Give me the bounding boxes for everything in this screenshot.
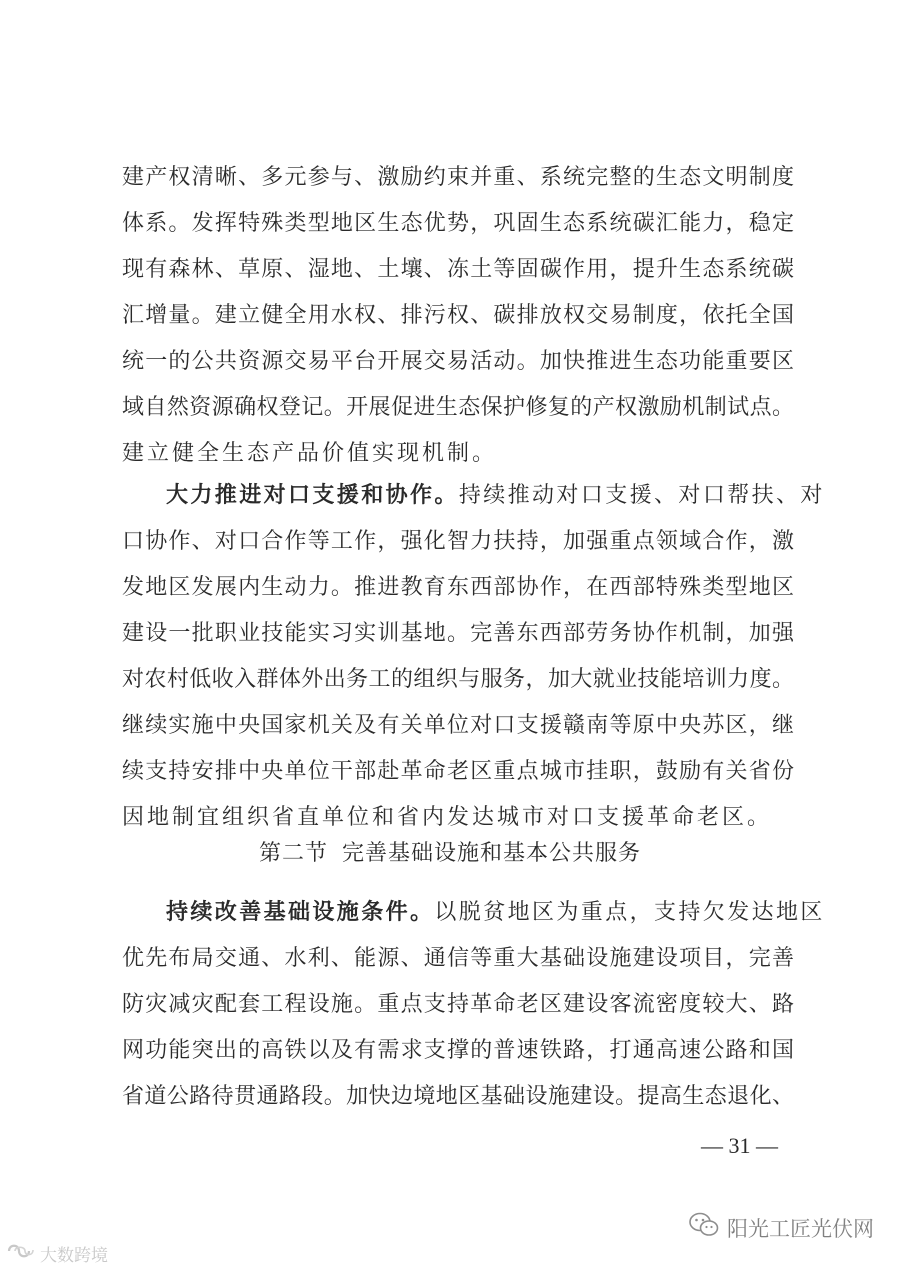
brand-logo-icon xyxy=(6,1241,36,1266)
page-number: — 31 — xyxy=(701,1133,778,1158)
watermark-left-text: 大数跨境 xyxy=(40,1246,108,1266)
text-line: 建立健全生态产品价值实现机制。 xyxy=(122,441,498,466)
paragraph-lead: 持续改善基础设施条件。 xyxy=(166,900,435,925)
text-line: 继续实施中央国家机关及有关单位对口支援赣南等原中央苏区，继 xyxy=(122,713,794,738)
section-heading xyxy=(0,836,900,867)
text-line: 对农村低收入群体外出务工的组织与服务，加大就业技能培训力度。 xyxy=(122,667,794,692)
section-number: 第二节 xyxy=(258,841,328,866)
watermark-right-text: 阳光工匠光伏网 xyxy=(727,1216,874,1241)
text-line: 建设一批职业技能实习实训基地。完善东西部劳务协作机制，加强 xyxy=(122,621,794,646)
section-title: 完善基础设施和基本公共服务 xyxy=(342,841,642,866)
text-line: 体系。发挥特殊类型地区生态优势，巩固生态系统碳汇能力，稳定 xyxy=(122,211,794,236)
text-line: 省道公路待贯通路段。加快边境地区基础设施建设。提高生态退化、 xyxy=(122,1084,794,1109)
text-line: 续支持安排中央单位干部赴革命老区重点城市挂职，鼓励有关省份 xyxy=(122,759,794,784)
text-line: 口协作、对口合作等工作，强化智力扶持，加强重点领域合作，激 xyxy=(122,529,794,554)
paragraph-first-line-rest: 持续推动对口支援、对口帮扶、对 xyxy=(458,483,825,508)
paragraph-lead: 大力推进对口支援和协作。 xyxy=(166,483,459,508)
text-line: 域自然资源确权登记。开展促进生态保护修复的产权激励机制试点。 xyxy=(122,395,794,420)
paragraph-first-line-rest: 以脱贫地区为重点，支持欠发达地区 xyxy=(434,900,825,925)
paragraph-2 xyxy=(122,473,825,841)
text-line: 统一的公共资源交易平台开展交易活动。加快推进生态功能重要区 xyxy=(122,349,794,374)
text-line-first xyxy=(122,473,825,519)
wechat-icon xyxy=(689,1212,719,1243)
text-line: 防灾减灾配套工程设施。重点支持革命老区建设客流密度较大、路 xyxy=(122,992,794,1017)
text-line: 网功能突出的高铁以及有需求支撑的普速铁路，打通高速公路和国 xyxy=(122,1038,794,1063)
text-line: 优先布局交通、水利、能源、通信等重大基础设施建设项目，完善 xyxy=(122,946,794,971)
text-line: 汇增量。建立健全用水权、排污权、碳排放权交易制度，依托全国 xyxy=(122,303,794,328)
text-line: 发地区发展内生动力。推进教育东西部协作，在西部特殊类型地区 xyxy=(122,575,794,600)
paragraph-1 xyxy=(122,155,794,477)
text-line: 建产权清晰、多元参与、激励约束并重、系统完整的生态文明制度 xyxy=(122,165,794,190)
text-line: 因地制宜组织省直单位和省内发达城市对口支援革命老区。 xyxy=(122,805,773,830)
watermark-right xyxy=(689,1212,874,1243)
text-line: 现有森林、草原、湿地、土壤、冻土等固碳作用，提升生态系统碳 xyxy=(122,257,794,282)
text-line-first xyxy=(122,890,825,936)
watermark-left xyxy=(6,1241,108,1266)
paragraph-3 xyxy=(122,890,825,1120)
